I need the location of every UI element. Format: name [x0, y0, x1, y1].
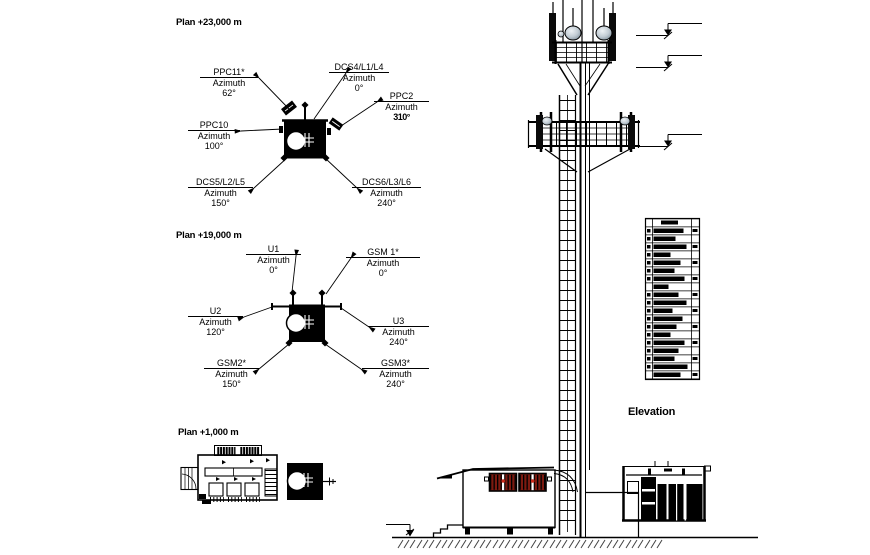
antenna-label-gsm2	[204, 358, 259, 389]
antenna-name: DCS6/L3/L6	[352, 177, 421, 188]
microwave-dish-icon	[620, 117, 630, 125]
plan-top-title: Plan +23,000 m	[176, 17, 242, 28]
azimuth-value: 0°	[378, 268, 388, 278]
azimuth-value: 240°	[377, 198, 396, 208]
elevation-title: Elevation	[628, 406, 676, 418]
tower-elevation-drawing	[528, 0, 640, 537]
mast-circle	[287, 132, 306, 151]
antenna-name: U3	[368, 316, 429, 327]
antenna-label-ppc10	[188, 120, 240, 151]
antenna-name: U2	[188, 306, 243, 317]
antenna-name: PPC2	[374, 91, 429, 102]
azimuth-caption: Azimuth	[366, 258, 400, 268]
antenna-name: DCS4/L1/L4	[329, 62, 389, 73]
level-marker-icon	[636, 135, 702, 151]
antenna-name: GSM2*	[204, 358, 259, 369]
antenna-label-gsm1	[346, 247, 420, 278]
antenna-label-dcs6	[352, 177, 421, 208]
azimuth-caption: Azimuth	[197, 131, 231, 141]
level-marker-icon	[386, 525, 414, 537]
louver-vent	[519, 474, 546, 492]
azimuth-value: 150°	[222, 379, 241, 389]
shelter-elevation-drawing	[434, 468, 639, 538]
plan-ground-title: Plan +1,000 m	[178, 427, 239, 438]
azimuth-caption: Azimuth	[379, 369, 412, 379]
plan-ground-drawing	[181, 446, 336, 505]
microwave-dish-icon	[558, 31, 564, 37]
azimuth-caption: Azimuth	[370, 188, 403, 198]
azimuth-value: 62°	[222, 88, 236, 98]
antenna-name: U1	[246, 244, 301, 255]
azimuth-caption: Azimuth	[204, 188, 237, 198]
azimuth-caption: Azimuth	[199, 317, 232, 327]
azimuth-value: 150°	[211, 198, 230, 208]
azimuth-value: 100°	[204, 141, 224, 151]
azimuth-value: 240°	[386, 379, 405, 389]
mast-circle	[287, 314, 306, 333]
antenna-label-u3	[368, 316, 429, 347]
microwave-dish-icon	[596, 26, 612, 40]
louver-vent	[490, 474, 517, 492]
azimuth-caption: Azimuth	[385, 102, 418, 112]
antenna-label-ppc11	[200, 67, 258, 98]
antenna-label-u2	[188, 306, 243, 337]
microwave-dish-icon	[542, 117, 552, 125]
ground-line	[392, 538, 758, 549]
louver-dot	[501, 479, 505, 483]
azimuth-value: 0°	[354, 83, 364, 93]
antenna-name: PPC11*	[200, 67, 258, 78]
antenna-label-ppc2	[374, 91, 429, 122]
azimuth-caption: Azimuth	[215, 369, 248, 379]
microwave-dish-icon	[565, 26, 581, 40]
antenna-label-gsm3	[362, 358, 429, 389]
antenna-name: PPC10	[188, 120, 240, 131]
azimuth-caption: Azimuth	[212, 78, 246, 88]
antenna-label-dcs5	[188, 177, 253, 208]
equipment-room-section	[622, 461, 711, 521]
antenna-name: DCS5/L2/L5	[188, 177, 253, 188]
legend-table	[646, 219, 700, 380]
plan-mid-title: Plan +19,000 m	[176, 230, 242, 241]
level-marker-icon	[636, 24, 702, 40]
azimuth-value: 0°	[269, 265, 278, 275]
antenna-label-dcs4	[329, 62, 389, 93]
louver-dot	[531, 479, 535, 483]
level-marker-icon	[636, 56, 702, 72]
antenna-name: GSM3*	[362, 358, 429, 369]
steps	[434, 525, 464, 537]
antenna-name: GSM 1*	[346, 247, 420, 258]
equipment-cabinets	[641, 477, 703, 521]
azimuth-caption: Azimuth	[342, 73, 376, 83]
azimuth-value: 240°	[389, 337, 408, 347]
antenna-label-u1	[246, 244, 301, 275]
azimuth-caption: Azimuth	[382, 327, 415, 337]
azimuth-value: 310°	[393, 112, 410, 122]
azimuth-value: 120°	[206, 327, 225, 337]
azimuth-caption: Azimuth	[257, 255, 290, 265]
